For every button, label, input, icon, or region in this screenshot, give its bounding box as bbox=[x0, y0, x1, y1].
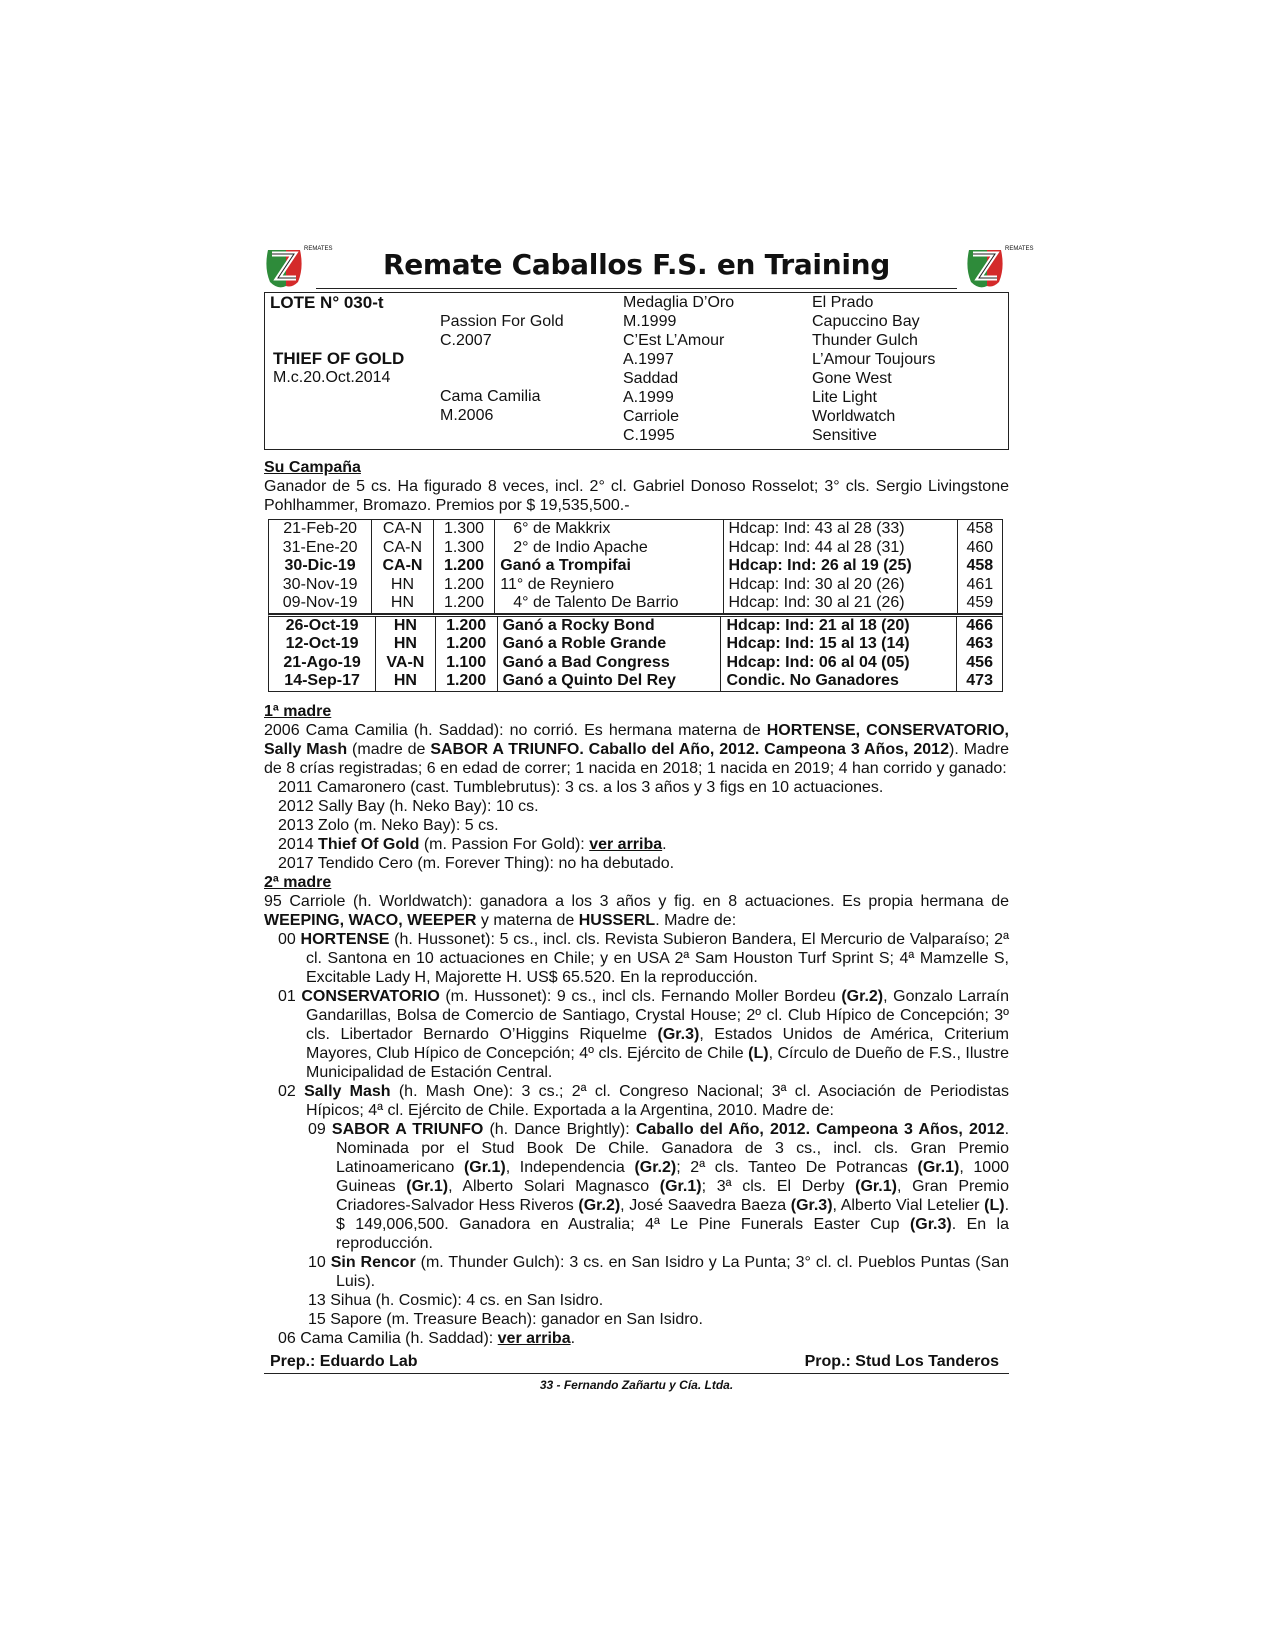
progeny-list bbox=[264, 778, 1009, 873]
race-date: 09-Nov-19 bbox=[282, 594, 358, 611]
ancestor: Lite Light bbox=[812, 389, 877, 406]
race-result: Ganó a Roble Grande bbox=[497, 635, 721, 654]
horse-name: THIEF OF GOLD bbox=[273, 349, 405, 368]
ancestor: Capuccino Bay bbox=[812, 313, 920, 330]
table-row bbox=[269, 672, 1002, 691]
race-date: 12-Oct-19 bbox=[285, 635, 359, 652]
race-weight: 463 bbox=[957, 635, 1002, 654]
catalog-page bbox=[264, 246, 1034, 1392]
table-row bbox=[269, 557, 1002, 576]
dam-name: Cama Camilia bbox=[440, 388, 541, 405]
race-distance: 1.300 bbox=[433, 539, 495, 558]
recent-races-table bbox=[268, 519, 1003, 614]
campaign-section bbox=[264, 458, 1009, 692]
first-dam-paragraph: 2006 Cama Camilia (h. Saddad): no corrió. Es hermana materna de HORTENSE, CONSERVATORIO, Sally Mash (madre de SABOR A TRIUNFO. Caballo del Año, 2012. Campeona 3 Años, 2012). Madre de 8 crías registradas; 6 en edad de correr; 1 nacida en 2018; 1 nacida en 2019; 4 han corrido y ganado: bbox=[264, 721, 1010, 777]
race-track: CA-N bbox=[372, 539, 433, 558]
title-underline bbox=[316, 288, 957, 289]
campaign-summary: Ganador de 5 cs. Ha figurado 8 veces, incl. 2° cl. Gabriel Donoso Rosselot; 3° cls. Sergio Livingstone Pohlhammer, Bromazo. Premios por $ 19,535,500.- bbox=[264, 478, 1009, 514]
campaign-title: Su Campaña bbox=[264, 459, 361, 476]
race-distance: 1.300 bbox=[433, 520, 495, 539]
trainer: Prep.: Eduardo Lab bbox=[270, 1352, 418, 1370]
race-condition: Condic. No Ganadores bbox=[721, 672, 957, 691]
table-row bbox=[269, 576, 1002, 595]
race-weight: 459 bbox=[957, 594, 1002, 613]
ancestor: C’Est L’Amour bbox=[623, 332, 725, 349]
race-track: HN bbox=[372, 576, 433, 595]
sire-info: C.2007 bbox=[440, 332, 492, 349]
owner: Prop.: Stud Los Tanderos bbox=[804, 1352, 999, 1370]
race-weight: 461 bbox=[957, 576, 1002, 595]
page-title: Remate Caballos F.S. en Training bbox=[382, 248, 891, 281]
race-distance: 1.200 bbox=[435, 635, 497, 654]
ancestor: L’Amour Toujours bbox=[812, 351, 936, 368]
list-item: 06 Cama Camilia (h. Saddad): ver arriba. bbox=[278, 1329, 576, 1347]
race-result: 2° de Indio Apache bbox=[495, 539, 723, 558]
race-track: HN bbox=[376, 635, 435, 654]
pedigree-box bbox=[264, 292, 1009, 450]
race-weight: 456 bbox=[957, 654, 1002, 673]
race-condition: Hdcap: Ind: 30 al 21 (26) bbox=[723, 594, 957, 613]
race-distance: 1.100 bbox=[435, 654, 497, 673]
race-condition: Hdcap: Ind: 30 al 20 (26) bbox=[723, 576, 957, 595]
race-date: 26-Oct-19 bbox=[285, 616, 359, 634]
first-dam-title: 1ª madre bbox=[264, 702, 332, 720]
second-dam-intro: 95 Carriole (h. Worldwatch): ganadora a los 3 años y fig. en 8 actuaciones. Es propia hermana de WEEPING, WACO, WEEPER y materna de HUSSERL. Madre de: bbox=[264, 892, 1009, 929]
race-weight: 458 bbox=[957, 520, 1002, 539]
list-item: 2017 Tendido Cero (m. Forever Thing): no ha debutado. bbox=[278, 854, 675, 872]
race-weight: 458 bbox=[957, 557, 1002, 576]
race-condition: Hdcap: Ind: 15 al 13 (14) bbox=[721, 635, 957, 654]
logo-vertical-text: REMATES bbox=[1005, 246, 1034, 252]
ancestor: Carriole bbox=[623, 408, 680, 425]
race-distance: 1.200 bbox=[433, 594, 495, 613]
race-result: Ganó a Trompifai bbox=[495, 557, 723, 576]
page-header bbox=[264, 246, 1034, 292]
race-track: HN bbox=[376, 617, 435, 636]
race-condition: Hdcap: Ind: 21 al 18 (20) bbox=[721, 617, 957, 636]
race-weight: 460 bbox=[957, 539, 1002, 558]
ancestor: El Prado bbox=[812, 294, 874, 311]
table-row bbox=[269, 520, 1002, 539]
horse-info: M.c.20.Oct.2014 bbox=[273, 369, 391, 386]
footer-row bbox=[264, 1348, 1009, 1374]
list-item: 02 Sally Mash (h. Mash One): 3 cs.; 2ª cl. Congreso Nacional; 3ª cl. Asociación de Periodistas Hípicos; 4ª cl. Ejército de Chile. Exportada a la Argentina, 2010. Madre de: bbox=[278, 1082, 1010, 1119]
race-track: CA-N bbox=[372, 557, 433, 576]
ancestor: Gone West bbox=[812, 370, 892, 387]
zr-logo-right bbox=[965, 246, 1034, 290]
list-item: 2011 Camaronero (cast. Tumblebrutus): 3 cs. a los 3 años y 3 figs en 10 actuaciones. bbox=[278, 778, 884, 796]
race-condition: Hdcap: Ind: 44 al 28 (31) bbox=[723, 539, 957, 558]
list-item: 13 Sihua (h. Cosmic): 4 cs. en San Isidro. bbox=[308, 1291, 604, 1309]
list-item: 01 CONSERVATORIO (m. Hussonet): 9 cs., incl cls. Fernando Moller Bordeu (Gr.2), Gonzalo Larraín Gandarillas, Bolsa de Comercio de Santiago, Crystal House; 2º cl. Club Hípico de Concepción; 3º cls. Libertador Bernardo O’Higgins Riquelme (Gr.3), Estados Unidos de América, Criterium Mayores, Club Hípico de Concepción; 4º cls. Ejército de Chile (L), Círculo de Dueño de F.S., Ilustre Municipalidad de Estación Central. bbox=[278, 987, 1010, 1081]
list-item: 15 Sapore (m. Treasure Beach): ganador en San Isidro. bbox=[308, 1310, 703, 1328]
race-track: CA-N bbox=[372, 520, 433, 539]
lot-number: LOTE N° 030-t bbox=[270, 293, 384, 312]
second-dam-section bbox=[264, 873, 1009, 1348]
see-above-link: ver arriba bbox=[497, 1329, 571, 1347]
race-result: 6° de Makkrix bbox=[495, 520, 723, 539]
race-weight: 466 bbox=[957, 617, 1002, 636]
race-result: 4° de Talento De Barrio bbox=[495, 594, 723, 613]
race-date: 31-Ene-20 bbox=[282, 538, 358, 556]
race-date: 21-Feb-20 bbox=[283, 520, 358, 537]
race-result: 11° de Reyniero bbox=[495, 576, 723, 595]
race-date: 30-Dic-19 bbox=[284, 557, 356, 574]
race-distance: 1.200 bbox=[433, 576, 495, 595]
race-condition: Hdcap: Ind: 43 al 28 (33) bbox=[723, 520, 957, 539]
race-track: HN bbox=[372, 594, 433, 613]
race-distance: 1.200 bbox=[435, 672, 497, 691]
table-row bbox=[269, 594, 1002, 613]
table-row bbox=[269, 539, 1002, 558]
race-result: Ganó a Quinto Del Rey bbox=[497, 672, 721, 691]
race-distance: 1.200 bbox=[435, 617, 497, 636]
ancestor: Medaglia D’Oro bbox=[623, 294, 735, 311]
table-row bbox=[269, 654, 1002, 673]
ancestor: C.1995 bbox=[623, 427, 675, 444]
race-condition: Hdcap: Ind: 26 al 19 (25) bbox=[723, 557, 957, 576]
sire-name: Passion For Gold bbox=[440, 313, 564, 330]
ancestor: Thunder Gulch bbox=[812, 332, 918, 349]
race-weight: 473 bbox=[957, 672, 1002, 691]
list-item: 10 Sin Rencor (m. Thunder Gulch): 3 cs. en San Isidro y La Punta; 3° cl. cl. Pueblos Puntas (San Luis). bbox=[308, 1253, 1009, 1290]
race-distance: 1.200 bbox=[433, 557, 495, 576]
second-dam-title: 2ª madre bbox=[264, 873, 332, 891]
dam-info: M.2006 bbox=[440, 407, 494, 424]
race-date: 21-Ago-19 bbox=[283, 653, 361, 671]
race-track: HN bbox=[376, 672, 435, 691]
list-item: 00 HORTENSE (h. Hussonet): 5 cs., incl. cls. Revista Subieron Bandera, El Mercurio de Valparaíso; 2ª cl. Santona en 10 actuaciones en Chile; y en USA 2ª Sam Houston Turf Sprint S; 4ª Mamzelle S, Excitable Lady H, Majorette H. US$ 65.520. En la reproducción. bbox=[278, 930, 1009, 986]
race-date: 30-Nov-19 bbox=[282, 575, 358, 593]
logo-vertical-text: REMATES bbox=[304, 246, 333, 252]
page-footer-note: 33 - Fernando Zañartu y Cía. Ltda. bbox=[539, 1377, 734, 1392]
ancestor: M.1999 bbox=[623, 313, 677, 330]
wins-table bbox=[268, 614, 1003, 692]
ancestor: Sensitive bbox=[812, 427, 877, 444]
table-row bbox=[269, 617, 1002, 636]
ancestor: A.1997 bbox=[623, 351, 674, 368]
ancestor: Saddad bbox=[623, 370, 679, 387]
see-above-link: ver arriba bbox=[589, 835, 663, 853]
first-dam-section bbox=[264, 702, 1009, 873]
race-date: 14-Sep-17 bbox=[284, 672, 360, 689]
list-item: 2013 Zolo (m. Neko Bay): 5 cs. bbox=[278, 816, 499, 834]
list-item: 09 SABOR A TRIUNFO (h. Dance Brightly): Caballo del Año, 2012. Campeona 3 Años, 2012. Nominada por el Stud Book De Chile. Ganadora de 3 cs., incl. cls. Gran Premio Latinoamericano (Gr.1), Independencia (Gr.2); 2ª cls. Tanteo De Potrancas (Gr.1), 1000 Guineas (Gr.1), Alberto Solari Magnasco (Gr.1); 3ª cls. El Derby (Gr.1), Gran Premio Criadores-Salvador Hess Riveros (Gr.2), José Saavedra Baeza (Gr.3), Alberto Vial Letelier (L). $ 149,006,500. Ganadora en Australia; 4ª Le Pine Funerals Easter Cup (Gr.3). En la reproducción. bbox=[308, 1120, 1010, 1252]
race-result: Ganó a Bad Congress bbox=[497, 654, 721, 673]
race-track: VA-N bbox=[376, 654, 435, 673]
race-condition: Hdcap: Ind: 06 al 04 (05) bbox=[721, 654, 957, 673]
list-item: 2014 Thief Of Gold (m. Passion For Gold): ver arriba. bbox=[278, 835, 667, 853]
race-result: Ganó a Rocky Bond bbox=[497, 617, 721, 636]
ancestor: A.1999 bbox=[623, 389, 674, 406]
list-item: 2012 Sally Bay (h. Neko Bay): 10 cs. bbox=[278, 797, 539, 815]
ancestor: Worldwatch bbox=[812, 408, 896, 425]
table-row bbox=[269, 635, 1002, 654]
